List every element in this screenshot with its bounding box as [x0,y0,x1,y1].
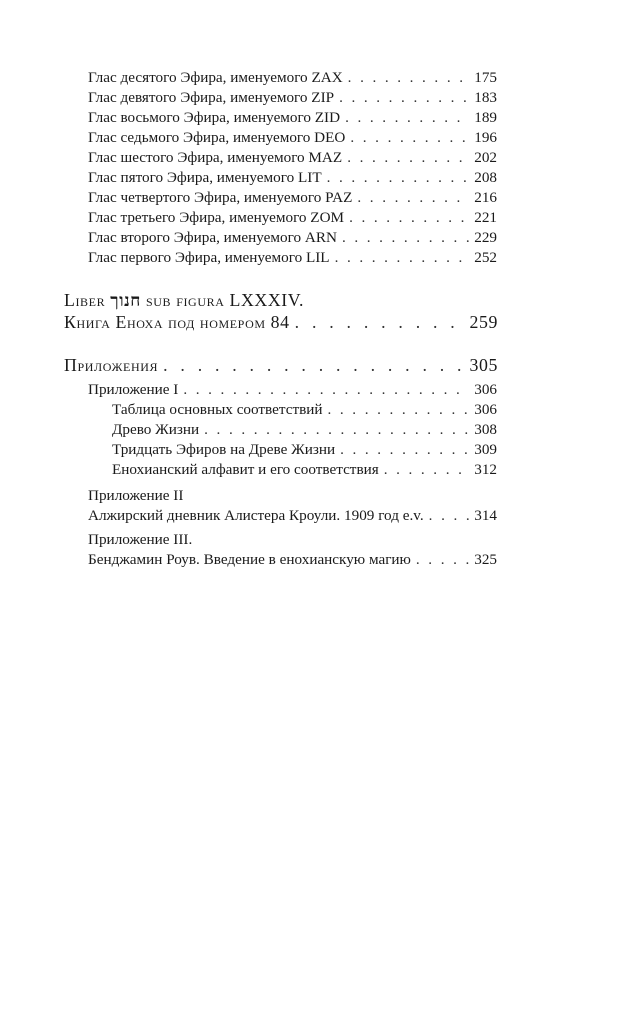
toc-entry-title: Бенджамин Роув. Введение в енохианскую магию [88,551,411,568]
toc-dot-leader [347,149,469,167]
toc-dot-leader [349,209,469,227]
toc-entry-title: Глас девятого Эфира, именуемого ZIP [88,89,335,106]
toc-dot-leader [350,129,469,147]
toc-entry-appendix-3 [88,551,497,570]
toc-entry-page: 306 [474,381,497,398]
toc-entry-aethyr-7 [88,129,497,148]
toc-entry-page: 305 [469,355,498,375]
toc-entry-aethyr-3 [88,209,497,228]
toc-entry-title: Глас первого Эфира, именуемого LIL [88,249,330,266]
toc-entry-page: 259 [469,312,498,332]
toc-entry-page: 208 [474,169,497,186]
toc-entry-title: Древо Жизни [112,421,200,438]
toc-entry-appendix-1-item [112,421,497,440]
toc-dot-leader [357,189,469,207]
toc-entry-page: 306 [474,401,497,418]
toc-dot-leader [339,89,469,107]
toc-entry-appendix-1-item [112,441,497,460]
toc-entry-page: 229 [474,229,497,246]
liber-heading [64,290,504,312]
toc-dot-leader [348,69,470,87]
toc-entry-page: 175 [474,69,497,86]
toc-entry-page: 252 [474,249,497,266]
toc-dot-leader [342,229,469,247]
toc-entry-appendix-1-item [112,461,497,480]
toc-entry-page: 314 [474,507,497,524]
toc-entry-aethyr-1 [88,249,497,268]
toc-entry-page: 325 [474,551,497,568]
toc-dot-leader [295,312,465,333]
toc-entry-title: Енохианский алфавит и его соответствия [112,461,379,478]
toc-entry-page: 308 [474,421,497,438]
toc-dot-leader [335,249,470,267]
toc-entry-aethyr-2 [88,229,497,248]
toc-entry-aethyr-5 [88,169,497,188]
toc-entry-title: Глас пятого Эфира, именуемого LIT [88,169,322,186]
toc-entry-aethyr-8 [88,109,497,128]
toc-dot-leader [340,441,469,459]
toc-dot-leader [328,401,470,419]
toc-entry-aethyr-9 [88,89,497,108]
toc-entry-title: Глас восьмого Эфира, именуемого ZID [88,109,341,126]
toc-entry-page: 183 [474,89,497,106]
toc-entry-title: Таблица основных соответствий [112,401,323,418]
toc-dot-leader [204,421,469,439]
toc-dot-leader [163,355,464,376]
hebrew-title: חנוך [110,291,141,311]
toc-dot-leader [416,551,469,569]
liber-prefix: Liber [64,290,106,310]
toc-entry-title: Глас третьего Эфира, именуемого ZOM [88,209,345,226]
toc-entry-appendix-2 [88,507,497,526]
toc-entry-title: Глас четвертого Эфира, именуемого PAZ [88,189,353,206]
appendix-2-title: Приложение II [88,487,184,504]
toc-entry-page: 216 [474,189,497,206]
toc-entry-page: 221 [474,209,497,226]
toc-entry-page: 202 [474,149,497,166]
toc-entry-title: Приложение I [88,381,179,398]
toc-entry-appendices [64,355,498,377]
toc-entry-title: Тридцать Эфиров на Древе Жизни [112,441,336,458]
toc-entry-liber [64,312,498,334]
toc-entry-page: 312 [474,461,497,478]
liber-suffix: sub figura LXXXIV. [146,290,305,310]
toc-entry-aethyr-6 [88,149,497,168]
toc-entry-appendix-1 [88,381,497,400]
toc-entry-title: Глас шестого Эфира, именуемого MAZ [88,149,343,166]
toc-dot-leader [345,109,469,127]
toc-entry-title: Глас десятого Эфира, именуемого ZAX [88,69,343,86]
toc-entry-title: Приложения [64,355,159,375]
toc-dot-leader [429,507,470,525]
toc-entry-page: 309 [474,441,497,458]
toc-entry-title: Глас второго Эфира, именуемого ARN [88,229,337,246]
toc-entry-aethyr-4 [88,189,497,208]
toc-entry-title: Глас седьмого Эфира, именуемого DEO [88,129,346,146]
appendix-3-title: Приложение III. [88,531,193,548]
toc-entry-title: Книга Еноха под номером 84 [64,312,290,332]
toc-dot-leader [183,381,469,399]
toc-entry-appendix-1-item [112,401,497,420]
toc-dot-leader [384,461,469,479]
toc-dot-leader [327,169,470,187]
toc-entry-page: 196 [474,129,497,146]
toc-entry-aethyr-10 [88,69,497,88]
toc-entry-title: Алжирский дневник Алистера Кроули. 1909 год e.v. [88,507,424,524]
toc-entry-page: 189 [474,109,497,126]
